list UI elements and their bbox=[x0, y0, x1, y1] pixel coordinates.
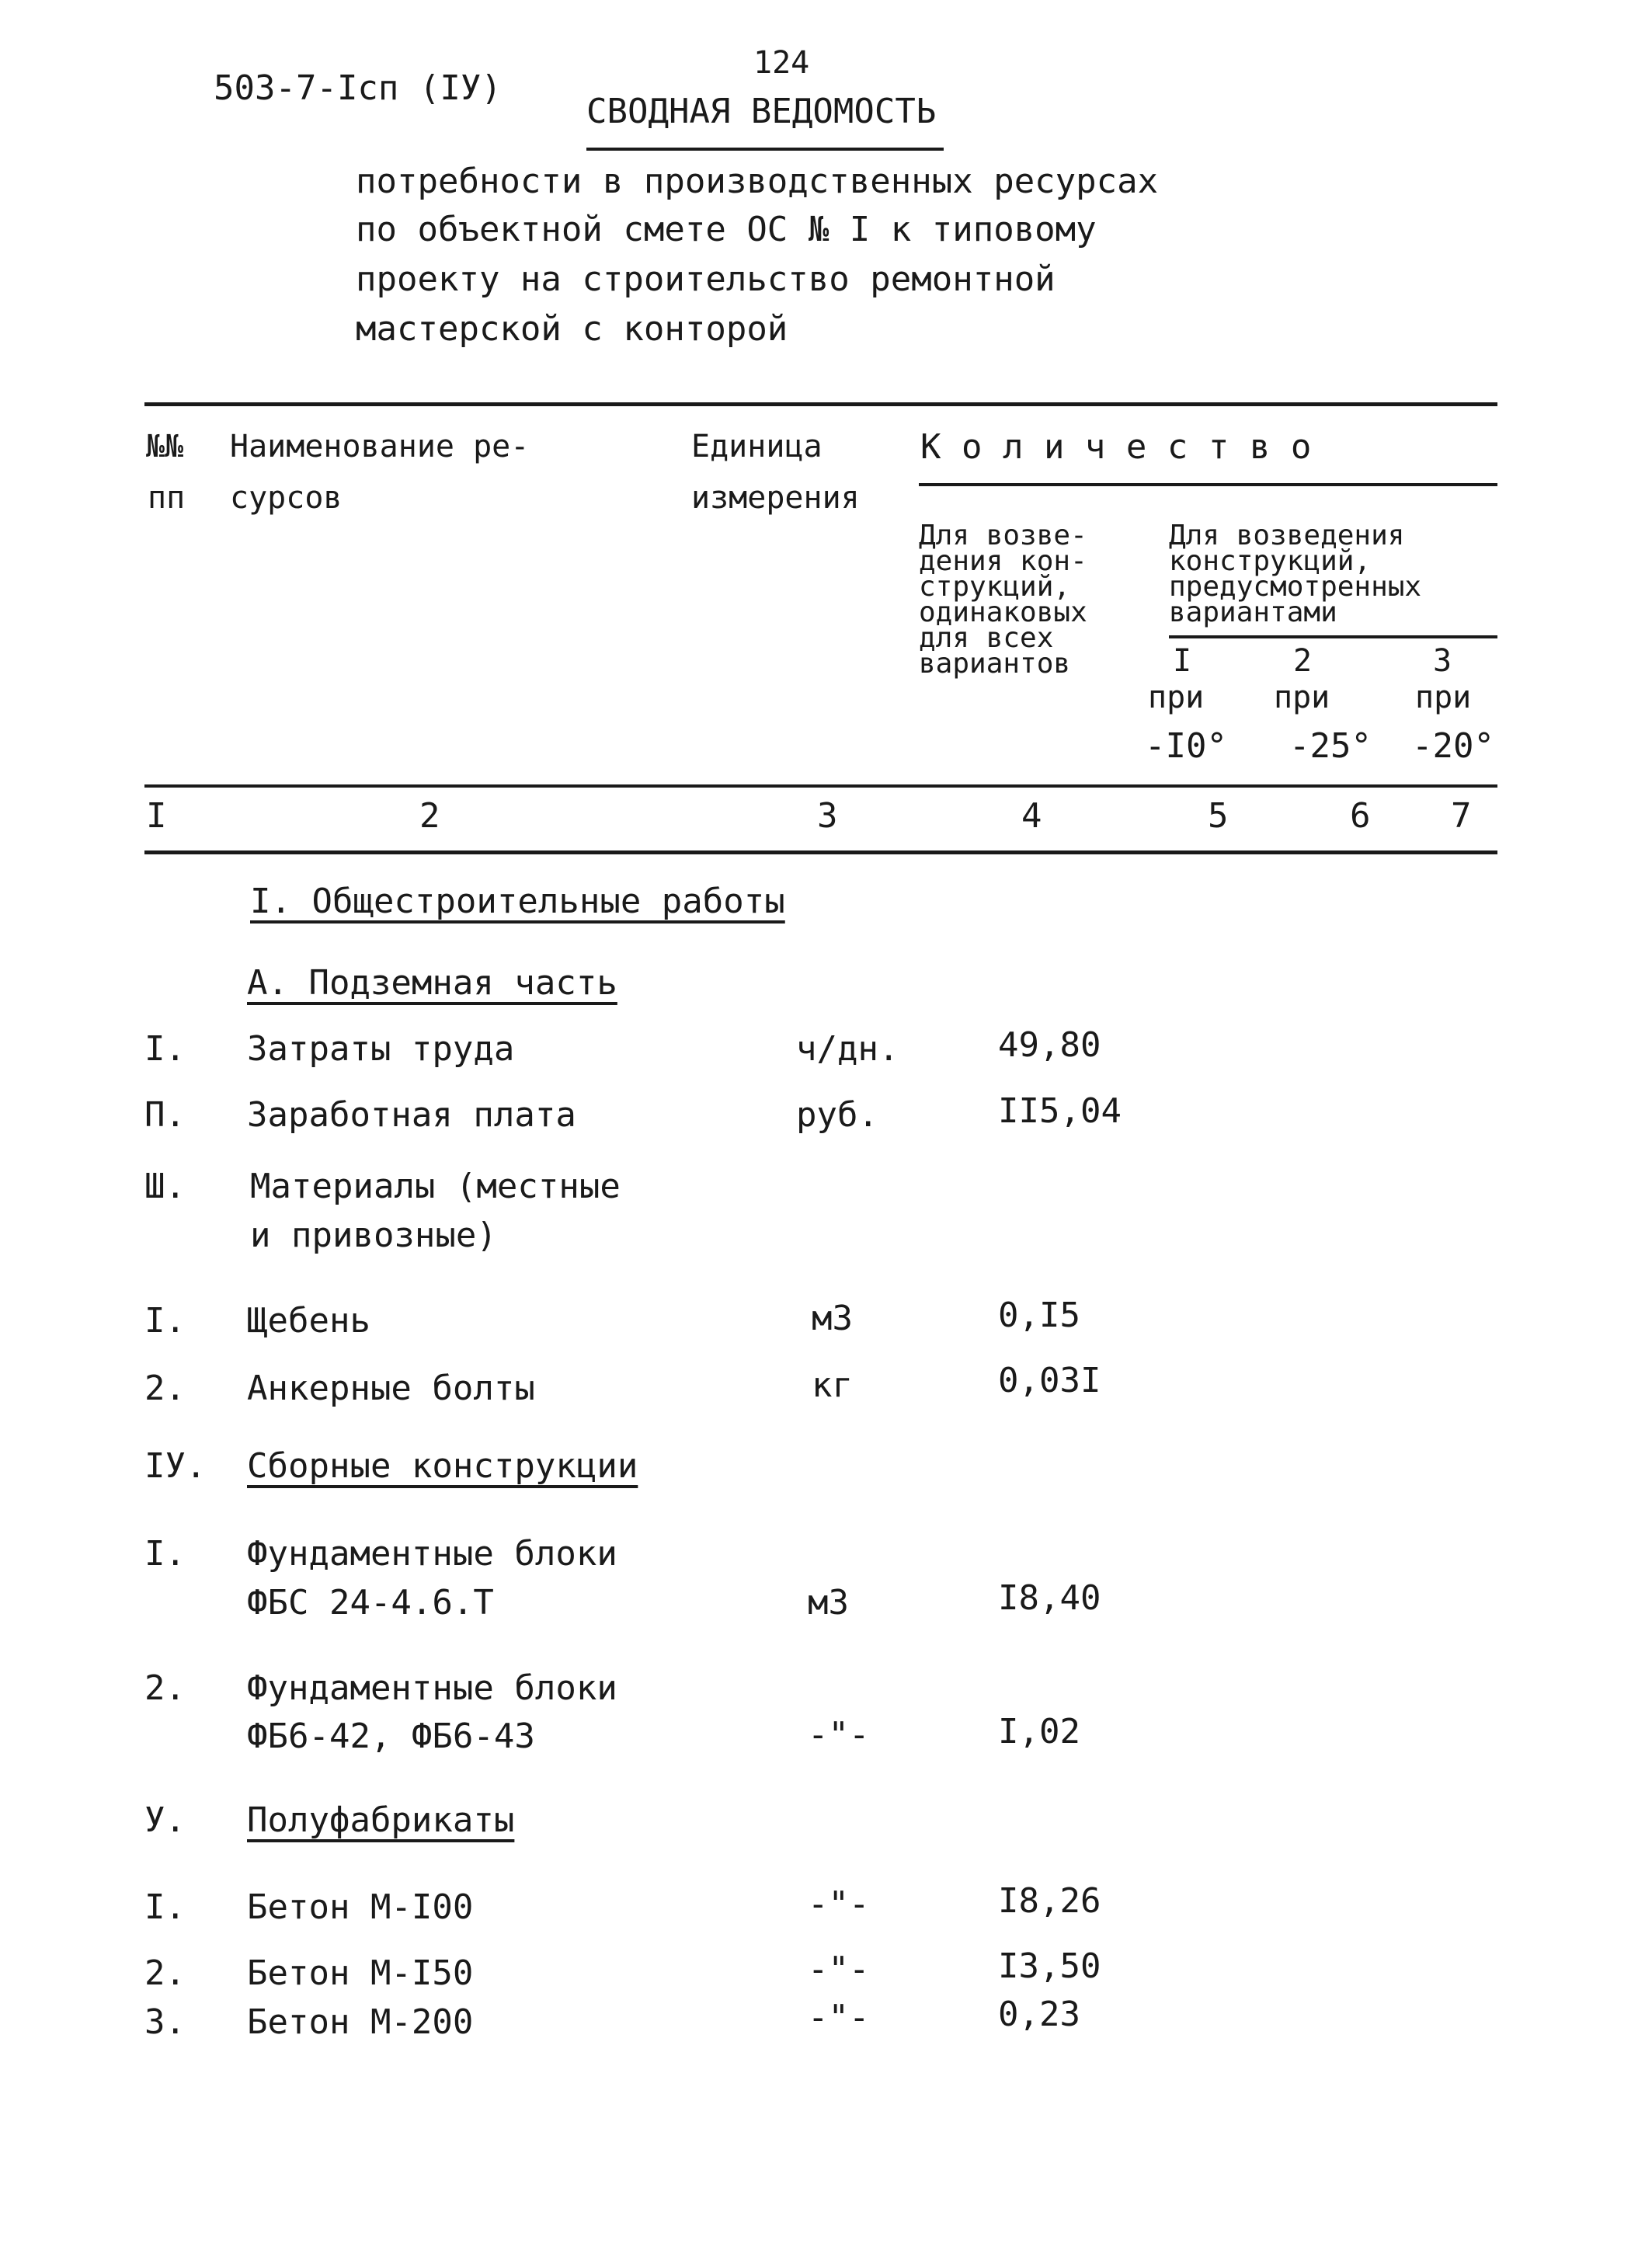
row-unit: кг bbox=[812, 1365, 853, 1405]
variants-line-2: конструкций, bbox=[1169, 545, 1372, 577]
same-line-6: вариантов bbox=[919, 648, 1071, 680]
row-quantity: 0,23 bbox=[998, 1995, 1080, 2034]
row-name: Заработная плата bbox=[247, 1095, 576, 1135]
row-unit: -"- bbox=[808, 1950, 870, 1989]
row-unit: -"- bbox=[808, 1715, 870, 1755]
same-line-1: Для возве- bbox=[919, 520, 1087, 551]
row-quantity: I3,50 bbox=[998, 1946, 1101, 1986]
header-unit-label-2: измерения bbox=[691, 480, 860, 516]
header-bottom-rule bbox=[144, 784, 1497, 788]
variant-3-pri: при bbox=[1415, 680, 1472, 715]
section-general-works: I. Общестроительные работы bbox=[250, 882, 785, 921]
row-num: I. bbox=[144, 1887, 186, 1927]
document-code: 503-7-Icп (IУ) bbox=[214, 68, 502, 108]
column-numbers-rule bbox=[144, 850, 1497, 854]
section-underground-part: А. Подземная часть bbox=[247, 963, 617, 1003]
row-num: У. bbox=[144, 1800, 186, 1840]
row-quantity: I8,26 bbox=[998, 1881, 1101, 1921]
variant-3-temp: -20° bbox=[1412, 726, 1494, 766]
variants-line-1: Для возведения bbox=[1169, 520, 1405, 551]
header-number-label: №№ bbox=[146, 429, 184, 464]
row-unit: -"- bbox=[808, 1998, 870, 2037]
row-num: IУ. bbox=[144, 1446, 207, 1486]
row-name: Материалы (местные bbox=[250, 1167, 621, 1206]
row-quantity: 0,I5 bbox=[998, 1296, 1080, 1335]
header-number-label-2: пп bbox=[148, 480, 186, 516]
subtitle-line-2: по объектной смете ОС № I к типовому bbox=[356, 210, 1097, 249]
page-title: СВОДНАЯ ВЕДОМОСТЬ bbox=[586, 92, 937, 131]
column-number-6: 6 bbox=[1350, 796, 1371, 836]
row-quantity: 49,80 bbox=[998, 1025, 1101, 1065]
row-name: Щебень bbox=[247, 1301, 370, 1341]
row-num: П. bbox=[144, 1095, 186, 1135]
subtitle-line-1: потребности в производственных ресурсах bbox=[356, 162, 1159, 201]
variants-line-3: предусмотренных bbox=[1169, 571, 1422, 603]
row-unit: м3 bbox=[808, 1583, 849, 1623]
same-line-3: струкций, bbox=[919, 571, 1071, 603]
same-line-5: для всех bbox=[919, 622, 1054, 654]
subtitle-line-4: мастерской с конторой bbox=[356, 309, 788, 349]
title-underline bbox=[586, 148, 944, 151]
same-line-2: дения кон- bbox=[919, 545, 1087, 577]
variant-2-pri: при bbox=[1274, 680, 1330, 715]
row-num: 3. bbox=[144, 2002, 186, 2042]
variant-2-number: 2 bbox=[1293, 643, 1313, 679]
row-unit: руб. bbox=[796, 1095, 878, 1135]
variant-3-number: 3 bbox=[1433, 643, 1452, 679]
table-top-rule bbox=[144, 402, 1497, 406]
header-name-label-2: сурсов bbox=[230, 480, 343, 516]
subtitle-line-3: проекту на строительство ремонтной bbox=[356, 259, 1056, 299]
column-number-4: 4 bbox=[1021, 796, 1042, 836]
row-num: 2. bbox=[144, 1668, 186, 1708]
quantity-rule bbox=[919, 483, 1497, 486]
variant-1-number: I bbox=[1173, 643, 1192, 679]
row-quantity: I,02 bbox=[998, 1712, 1080, 1751]
variant-1-pri: при bbox=[1148, 680, 1205, 715]
row-name: Бетон М-200 bbox=[247, 2002, 474, 2042]
row-name-line-2: и привозные) bbox=[250, 1216, 497, 1255]
column-number-7: 7 bbox=[1451, 796, 1472, 836]
variants-rule bbox=[1169, 635, 1497, 638]
row-num: I. bbox=[144, 1301, 186, 1341]
row-name: Полуфабрикаты bbox=[247, 1800, 515, 1840]
row-unit: ч/дн. bbox=[796, 1029, 899, 1069]
header-same-for-all-variants bbox=[919, 497, 1087, 680]
row-num: 2. bbox=[144, 1369, 186, 1408]
row-num: Ш. bbox=[144, 1167, 186, 1206]
row-unit: м3 bbox=[812, 1299, 853, 1338]
row-quantity: 0,03I bbox=[998, 1361, 1101, 1400]
header-quantity-label: К о л и ч е с т в о bbox=[920, 427, 1312, 467]
column-number-3: 3 bbox=[817, 796, 838, 836]
row-unit: -"- bbox=[808, 1884, 870, 1924]
row-name: Сборные конструкции bbox=[247, 1446, 638, 1486]
row-num: 2. bbox=[144, 1953, 186, 1993]
variant-1-temp: -I0° bbox=[1145, 726, 1227, 766]
variants-line-4: вариантами bbox=[1169, 597, 1337, 628]
row-name: Фундаментные блоки bbox=[247, 1668, 617, 1708]
variant-2-temp: -25° bbox=[1289, 726, 1372, 766]
column-number-2: 2 bbox=[419, 796, 440, 836]
row-name: Бетон М-I00 bbox=[247, 1887, 474, 1927]
header-unit-label: Единица bbox=[691, 429, 823, 464]
row-name-line-2: ФБ6-42, ФБ6-43 bbox=[247, 1717, 535, 1756]
row-name-line-2: ФБС 24-4.6.Т bbox=[247, 1583, 494, 1623]
row-name: Фундаментные блоки bbox=[247, 1534, 617, 1574]
column-number-1: I bbox=[146, 796, 167, 836]
page-number: 124 bbox=[753, 45, 810, 81]
row-name: Бетон М-I50 bbox=[247, 1953, 474, 1993]
same-line-4: одинаковых bbox=[919, 597, 1087, 628]
header-by-variants bbox=[1169, 497, 1422, 628]
row-quantity: I8,40 bbox=[998, 1578, 1101, 1618]
row-num: I. bbox=[144, 1534, 186, 1574]
row-name: Анкерные болты bbox=[247, 1369, 535, 1408]
row-num: I. bbox=[144, 1029, 186, 1069]
column-number-5: 5 bbox=[1208, 796, 1229, 836]
header-name-label: Наименование ре- bbox=[230, 429, 530, 464]
row-name: Затраты труда bbox=[247, 1029, 515, 1069]
row-quantity: II5,04 bbox=[998, 1091, 1122, 1131]
